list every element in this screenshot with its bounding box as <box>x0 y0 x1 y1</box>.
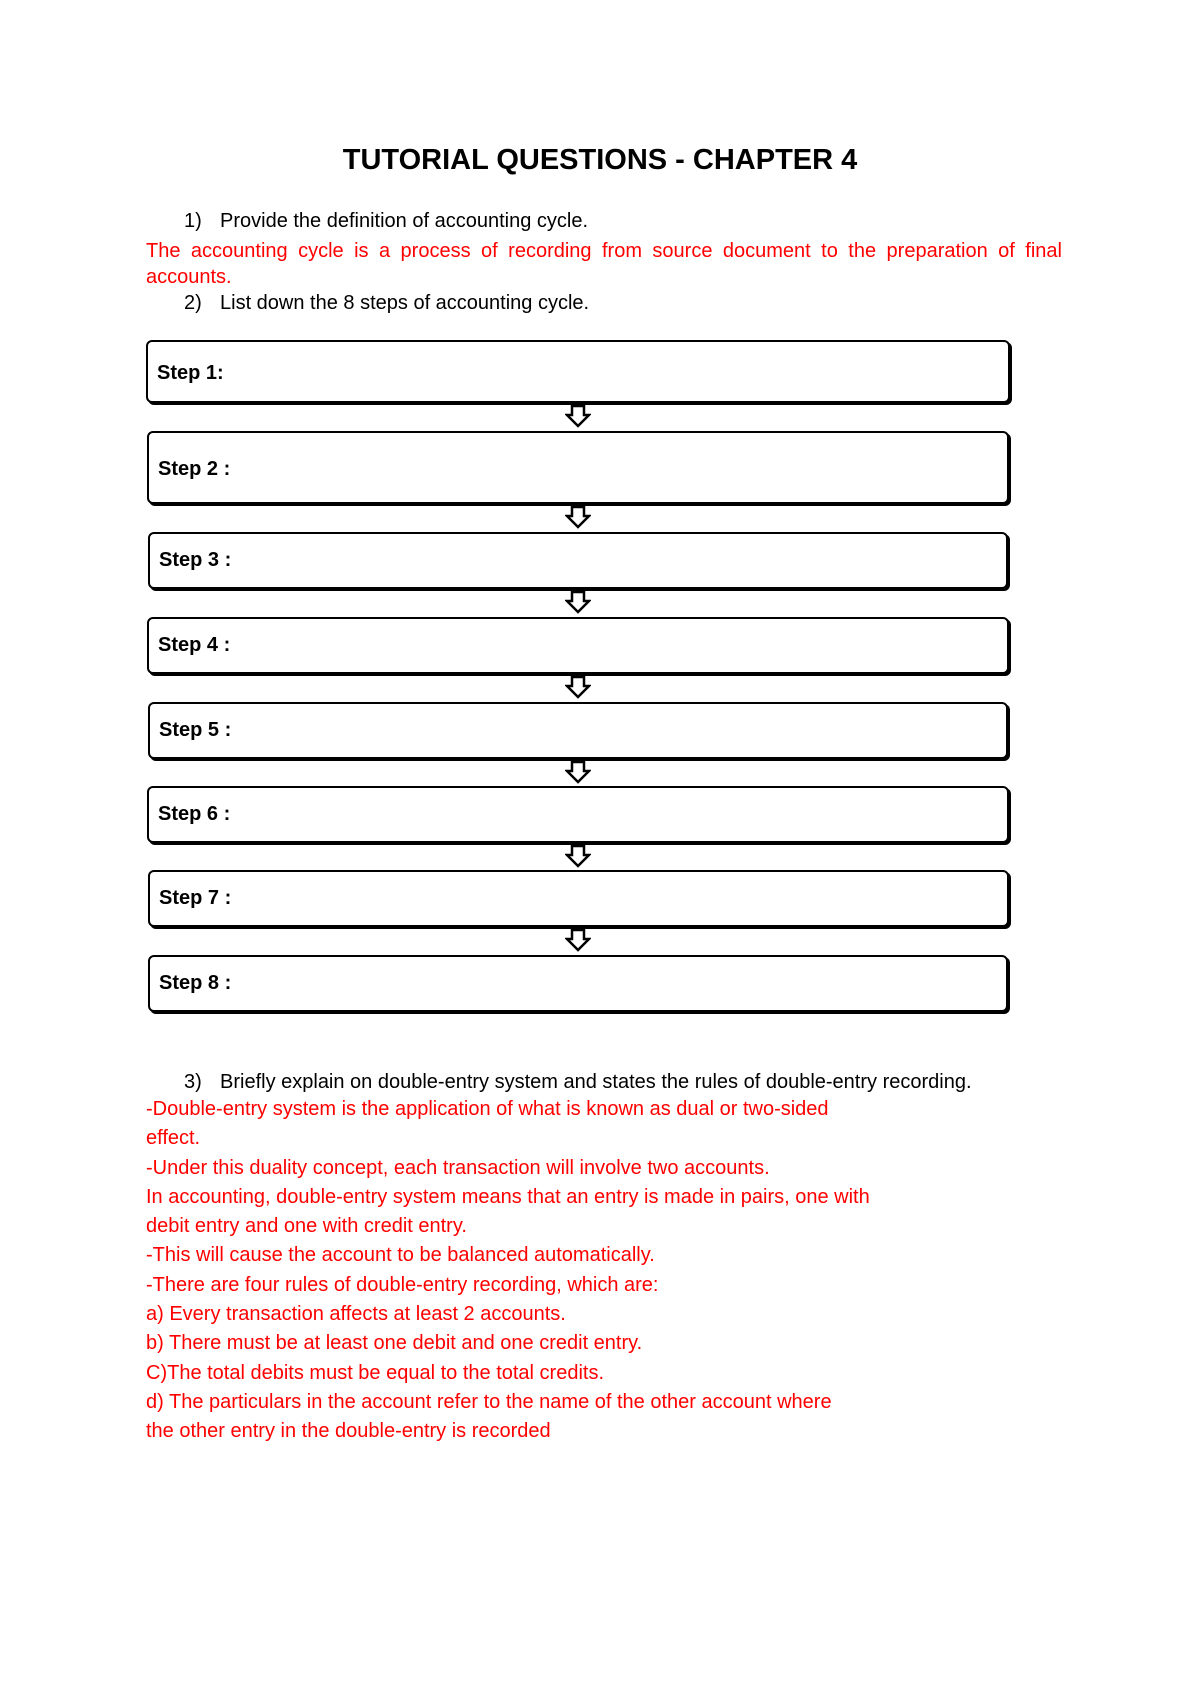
step-8-box <box>148 955 1008 1012</box>
answer-3-line: the other entry in the double-entry is recorded <box>146 1420 551 1443</box>
step-1-label: Step 1: <box>157 362 224 384</box>
step-5-box <box>148 702 1008 759</box>
answer-3-line: -This will cause the account to be balanced automatically. <box>146 1244 655 1267</box>
question-3-text: Briefly explain on double-entry system and states the rules of double-entry recording. <box>220 1071 972 1093</box>
question-1-number: 1) <box>184 210 202 232</box>
down-arrow-icon <box>565 928 591 952</box>
step-6-label: Step 6 : <box>158 803 231 825</box>
step-7-box <box>148 870 1009 927</box>
step-2-box <box>147 431 1009 504</box>
step-2-label: Step 2 : <box>158 458 231 480</box>
step-5-label: Step 5 : <box>159 719 232 741</box>
down-arrow-icon <box>565 505 591 529</box>
down-arrow-icon <box>565 404 591 428</box>
answer-3-line: d) The particulars in the account refer to the name of the other account where <box>146 1390 832 1413</box>
answer-3-line: debit entry and one with credit entry. <box>146 1215 467 1238</box>
answer-3-line: In accounting, double-entry system means that an entry is made in pairs, one with <box>146 1185 870 1208</box>
question-2-text: List down the 8 steps of accounting cycle. <box>220 292 590 314</box>
question-2-number: 2) <box>184 292 202 314</box>
question-1 <box>184 208 588 234</box>
question-1-text: Provide the definition of accounting cycle. <box>220 210 588 232</box>
answer-3-line: -Under this duality concept, each transaction will involve two accounts. <box>146 1156 770 1179</box>
answer-3-line: b) There must be at least one debit and one credit entry. <box>146 1332 643 1355</box>
question-2 <box>184 290 589 316</box>
step-1-box <box>146 340 1010 403</box>
down-arrow-icon <box>565 760 591 784</box>
down-arrow-icon <box>565 590 591 614</box>
step-8-label: Step 8 : <box>159 972 232 994</box>
answer-3-line: -Double-entry system is the application of what is known as dual or two-sided <box>146 1098 829 1120</box>
answer-3 <box>146 1095 870 1447</box>
answer-1: The accounting cycle is a process of recording from source document to the preparation of final accounts. <box>146 240 1062 288</box>
question-3 <box>184 1069 972 1095</box>
step-4-box <box>147 617 1009 674</box>
page-title: TUTORIAL QUESTIONS - CHAPTER 4 <box>342 144 858 176</box>
answer-3-line: a) Every transaction affects at least 2 accounts. <box>146 1303 566 1326</box>
down-arrow-icon <box>565 675 591 699</box>
step-4-label: Step 4 : <box>158 634 231 656</box>
answer-3-line: C)The total debits must be equal to the total credits. <box>146 1361 605 1384</box>
answer-3-line: effect. <box>146 1127 201 1150</box>
down-arrow-icon <box>565 844 591 868</box>
step-3-label: Step 3 : <box>159 549 232 571</box>
question-3-number: 3) <box>184 1071 202 1093</box>
step-7-label: Step 7 : <box>159 887 232 909</box>
step-6-box <box>147 786 1009 843</box>
step-3-box <box>148 532 1008 589</box>
answer-3-line: -There are four rules of double-entry recording, which are: <box>146 1273 659 1296</box>
